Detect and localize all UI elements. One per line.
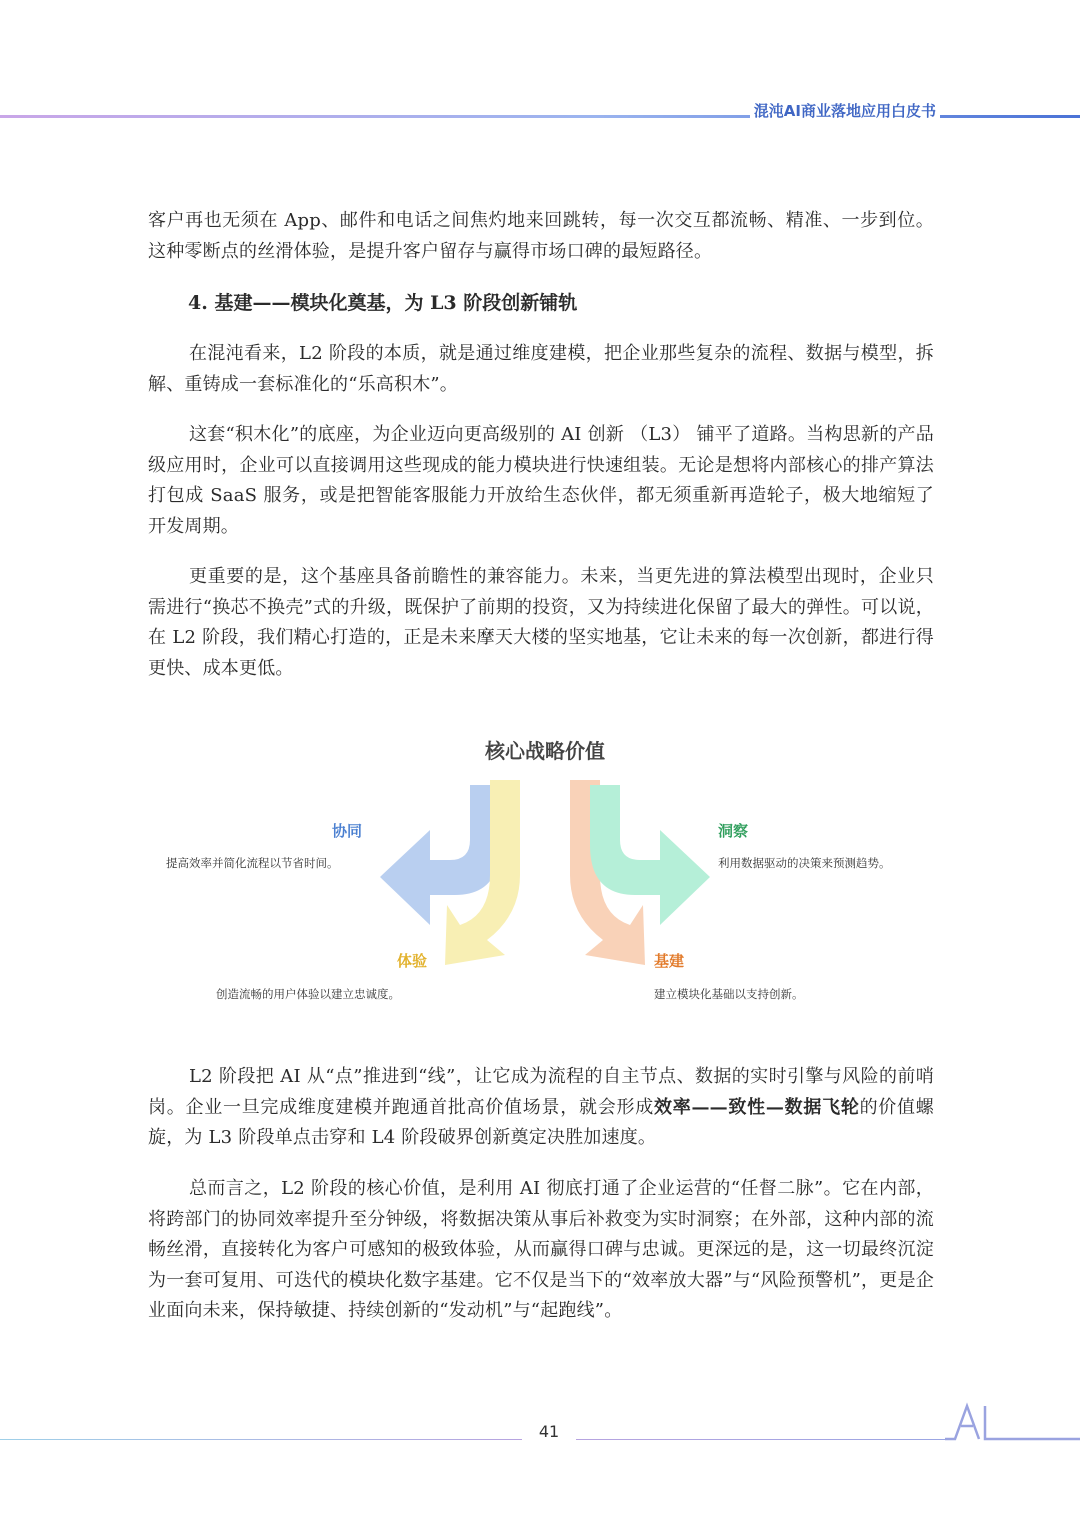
strategic-value-diagram <box>150 720 940 1020</box>
label-experience: 体验 <box>397 952 428 970</box>
paragraph-5: 总而言之，L2 阶段的核心价值，是利用 AI 彻底打通了企业运营的“任督二脉”。它在内部，将跨部门的协同效率提升至分钟级，将数据决策从事后补救变为实时洞察；在外部，这种内部的流畅丝滑，直接转化为客户可感知的极致体验，从而赢得口碑与忠诚。更深远的是，这一切最终沉淀为一套可复用、可迭代的模块化数字基建。它不仅是当下的“效率放大器”与“风险预警机”，更是企业面向未来，保持敏捷、持续创新的“发动机”与“起跑线”。 <box>148 1178 934 1321</box>
desc-infrastructure: 建立模块化基础以支持创新。 <box>654 987 804 1001</box>
desc-experience: 创造流畅的用户体验以建立忠诚度。 <box>216 987 400 1001</box>
page-number: 41 <box>538 1422 560 1441</box>
paragraph-4-bold: 效率——致性—数据飞轮 <box>653 1096 860 1118</box>
label-infrastructure: 基建 <box>654 952 685 970</box>
section-heading: 4. 基建——模块化奠基，为 L3 阶段创新铺轨 <box>188 292 578 314</box>
footer-rule-right <box>576 1439 950 1440</box>
label-insight: 洞察 <box>718 822 749 840</box>
label-collaboration: 协同 <box>332 822 363 840</box>
paragraph-4-text: L2 阶段把 AI 从“点”推进到“线”，让它成为流程的自主节点、数据的实时引擎与风险的前哨岗。企业一旦完成维度建模并跑通首批高价值场景，就会形成 <box>148 1066 934 1118</box>
running-header-title: 混沌AI商业落地应用白皮书 <box>750 100 940 121</box>
desc-insight: 利用数据驱动的决策来预测趋势。 <box>718 856 891 870</box>
paragraph-3: 更重要的是，这个基座具备前瞻性的兼容能力。未来，当更先进的算法模型出现时，企业只需进行“换芯不换壳”式的升级，既保护了前期的投资，又为持续进化保留了最大的弹性。可以说，在 L2 阶段，我们精心打造的，正是未来摩天大楼的坚实地基，它让未来的每一次创新，都进行得更快、成本更低。 <box>148 566 934 679</box>
ai-logo <box>745 1202 1080 1442</box>
paragraph-2: 这套“积木化”的底座，为企业迈向更高级别的 AI 创新 （L3） 铺平了道路。当构思新的产品级应用时，企业可以直接调用这些现成的能力模块进行快速组装。无论是想将内部核心的排产算法打包成 SaaS 服务，或是把智能客服能力开放给生态伙伴，都无须重新再造轮子，极大地缩短了开发周期。 <box>148 424 934 537</box>
arrow-insight <box>590 785 710 925</box>
desc-collaboration: 提高效率并简化流程以节省时间。 <box>166 856 339 870</box>
ai-logo-text: AI <box>745 1202 747 1203</box>
diagram-title: 核心战略价值 <box>485 739 605 763</box>
arrow-collaboration <box>380 785 500 925</box>
paragraph-continuation: 客户再也无须在 App、邮件和电话之间焦灼地来回跳转，每一次交互都流畅、精准、一步到位。这种零断点的丝滑体验，是提升客户留存与赢得市场口碑的最短路径。 <box>148 210 934 262</box>
paragraph-1: 在混沌看来，L2 阶段的本质，就是通过维度建模，把企业那些复杂的流程、数据与模型，拆解、重铸成一套标准化的“乐高积木”。 <box>148 343 934 395</box>
paragraph-4 <box>148 1062 934 1154</box>
footer-rule-left <box>0 1439 522 1440</box>
paragraph-4-text-end: 的价值螺旋，为 L3 阶段单点击穿和 L4 阶段破界创新奠定决胜加速度。 <box>148 1096 934 1148</box>
quadrant-arrows <box>375 775 715 975</box>
